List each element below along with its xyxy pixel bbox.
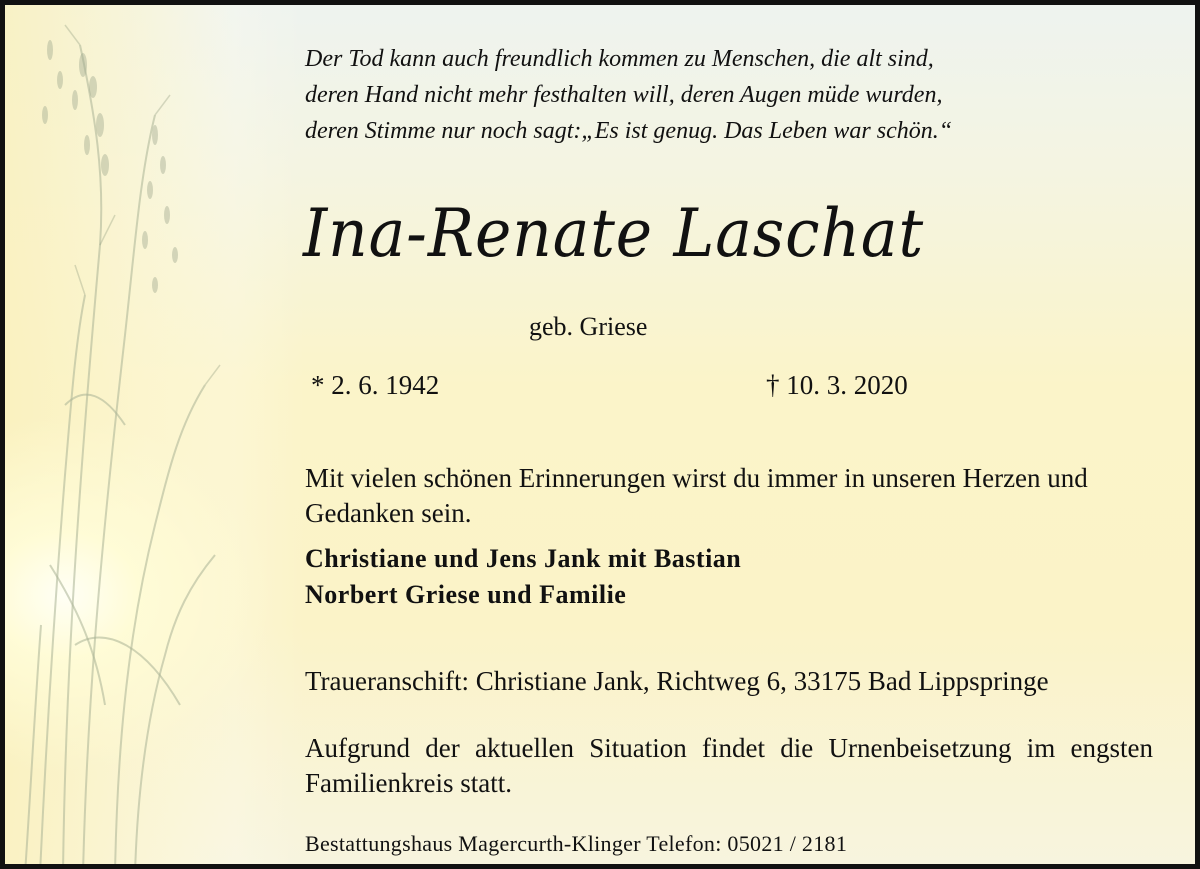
mourner-line: Christiane und Jens Jank mit Bastian: [305, 544, 742, 573]
burial-notice: Aufgrund der aktuellen Situation findet die Urnenbeisetzung im engsten Familienkreis statt.: [305, 733, 1153, 798]
funeral-home-footer: Bestattungshaus Magercurth-Klinger Telefon: 05021 / 2181: [305, 831, 848, 856]
memorial-quote: [305, 41, 952, 149]
maiden-name: geb. Griese: [529, 312, 648, 341]
grass-decoration: [5, 5, 265, 869]
remembrance-message: Mit vielen schönen Erinnerungen wirst du immer in unseren Herzen und Gedanken sein.: [305, 463, 1088, 528]
mourners-list: [305, 541, 741, 613]
quote-line: deren Stimme nur noch sagt:„Es ist genug. Das Leben war schön.“: [305, 118, 953, 144]
condolence-address: Traueranschift: Christiane Jank, Richtweg 6, 33175 Bad Lippspringe: [305, 666, 1049, 696]
deceased-name: Ina-Renate Laschat: [303, 195, 925, 272]
mourner-line: Norbert Griese und Familie: [305, 580, 627, 609]
quote-line: Der Tod kann auch freundlich kommen zu Menschen, die alt sind,: [305, 46, 934, 72]
death-date: † 10. 3. 2020: [766, 370, 908, 400]
birth-date: * 2. 6. 1942: [311, 370, 440, 400]
quote-line: deren Hand nicht mehr festhalten will, deren Augen müde wurden,: [305, 82, 943, 108]
